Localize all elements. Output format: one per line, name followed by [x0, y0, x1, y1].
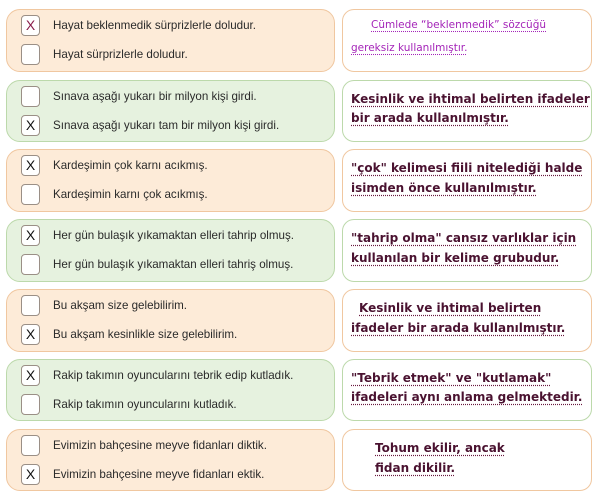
answer-line: Tohum ekilir, ancak [375, 441, 505, 455]
options-panel [6, 80, 335, 142]
option-row[interactable] [21, 183, 331, 205]
answer-line: Kesinlik ve ihtimal belirten [359, 301, 542, 315]
option-text: Her gün bulaşık yıkamaktan elleri tahriş olmuş. [53, 257, 294, 271]
answer-line: ifadeleri aynı anlama gelmektedir. [351, 390, 583, 404]
checkbox[interactable] [21, 86, 40, 107]
answer-line: "çok" kelimesi fiili nitelediği halde [351, 161, 583, 175]
option-text: Rakip takımın oyuncularını tebrik edip kutladık. [53, 368, 294, 382]
option-row[interactable] [21, 364, 331, 386]
option-row[interactable] [21, 224, 331, 246]
answer-panel [342, 219, 592, 282]
option-row[interactable] [21, 253, 331, 275]
checkbox[interactable]: X [21, 15, 40, 36]
checkbox[interactable] [21, 184, 40, 205]
options-panel [6, 219, 335, 282]
option-row[interactable] [21, 43, 331, 65]
option-row[interactable] [21, 393, 331, 415]
option-text: Rakip takımın oyuncularını kutladık. [53, 397, 237, 411]
option-row[interactable] [21, 114, 331, 136]
answer-line: Cümlede “beklenmedik” sözcüğü [371, 19, 547, 31]
answer-line: "Tebrik etmek" ve "kutlamak" [351, 371, 552, 385]
answer-line: bir arada kullanılmıştır. [351, 111, 509, 125]
option-text: Bu akşam kesinlikle size gelebilirim. [53, 327, 238, 341]
answer-line: isimden önce kullanılmıştır. [351, 181, 537, 195]
answer-line: kullanılan bir kelime grubudur. [351, 251, 560, 265]
checkbox[interactable]: X [21, 155, 40, 176]
option-text: Evimizin bahçesine meyve fidanları ektik. [53, 467, 265, 481]
answer-line: "tahrip olma" cansız varlıklar için [351, 231, 577, 245]
checkbox[interactable]: X [21, 365, 40, 386]
checkbox[interactable]: X [21, 464, 40, 485]
option-text: Sınava aşağı yukarı bir milyon kişi girdi. [53, 89, 257, 103]
option-text: Kardeşimin karnı çok acıkmış. [53, 187, 208, 201]
option-row[interactable] [21, 294, 331, 316]
options-panel [6, 429, 335, 491]
options-panel [6, 9, 335, 72]
option-row[interactable] [21, 463, 331, 485]
option-text: Kardeşimin çok karnı acıkmış. [53, 158, 208, 172]
option-row[interactable] [21, 14, 331, 36]
option-row[interactable] [21, 323, 331, 345]
answer-panel [342, 429, 592, 491]
options-panel [6, 289, 335, 352]
options-panel [6, 149, 335, 212]
option-row[interactable] [21, 85, 331, 107]
answer-panel [342, 359, 592, 421]
answer-panel [342, 9, 592, 72]
checkbox[interactable]: X [21, 225, 40, 246]
option-text: Bu akşam size gelebilirim. [53, 298, 188, 312]
answer-line: gereksiz kullanılmıştır. [351, 42, 468, 54]
option-row[interactable] [21, 434, 331, 456]
answer-line: Kesinlik ve ihtimal belirten ifadeler [351, 92, 590, 106]
options-panel [6, 359, 335, 421]
answer-line: fidan dikilir. [375, 461, 456, 475]
option-text: Her gün bulaşık yıkamaktan elleri tahrip olmuş. [53, 228, 295, 242]
answer-panel [342, 80, 592, 142]
checkbox[interactable] [21, 44, 40, 65]
checkbox[interactable]: X [21, 324, 40, 345]
checkbox[interactable] [21, 254, 40, 275]
checkbox[interactable] [21, 394, 40, 415]
option-text: Sınava aşağı yukarı tam bir milyon kişi girdi. [53, 118, 280, 132]
option-text: Evimizin bahçesine meyve fidanları diktik. [53, 438, 267, 452]
option-text: Hayat sürprizlerle doludur. [53, 47, 188, 61]
answer-panel [342, 289, 592, 352]
option-row[interactable] [21, 154, 331, 176]
option-text: Hayat beklenmedik sürprizlerle doludur. [53, 18, 256, 32]
checkbox[interactable] [21, 295, 40, 316]
checkbox[interactable]: X [21, 115, 40, 136]
checkbox[interactable] [21, 435, 40, 456]
answer-panel [342, 149, 592, 212]
answer-line: ifadeler bir arada kullanılmıştır. [351, 321, 566, 335]
